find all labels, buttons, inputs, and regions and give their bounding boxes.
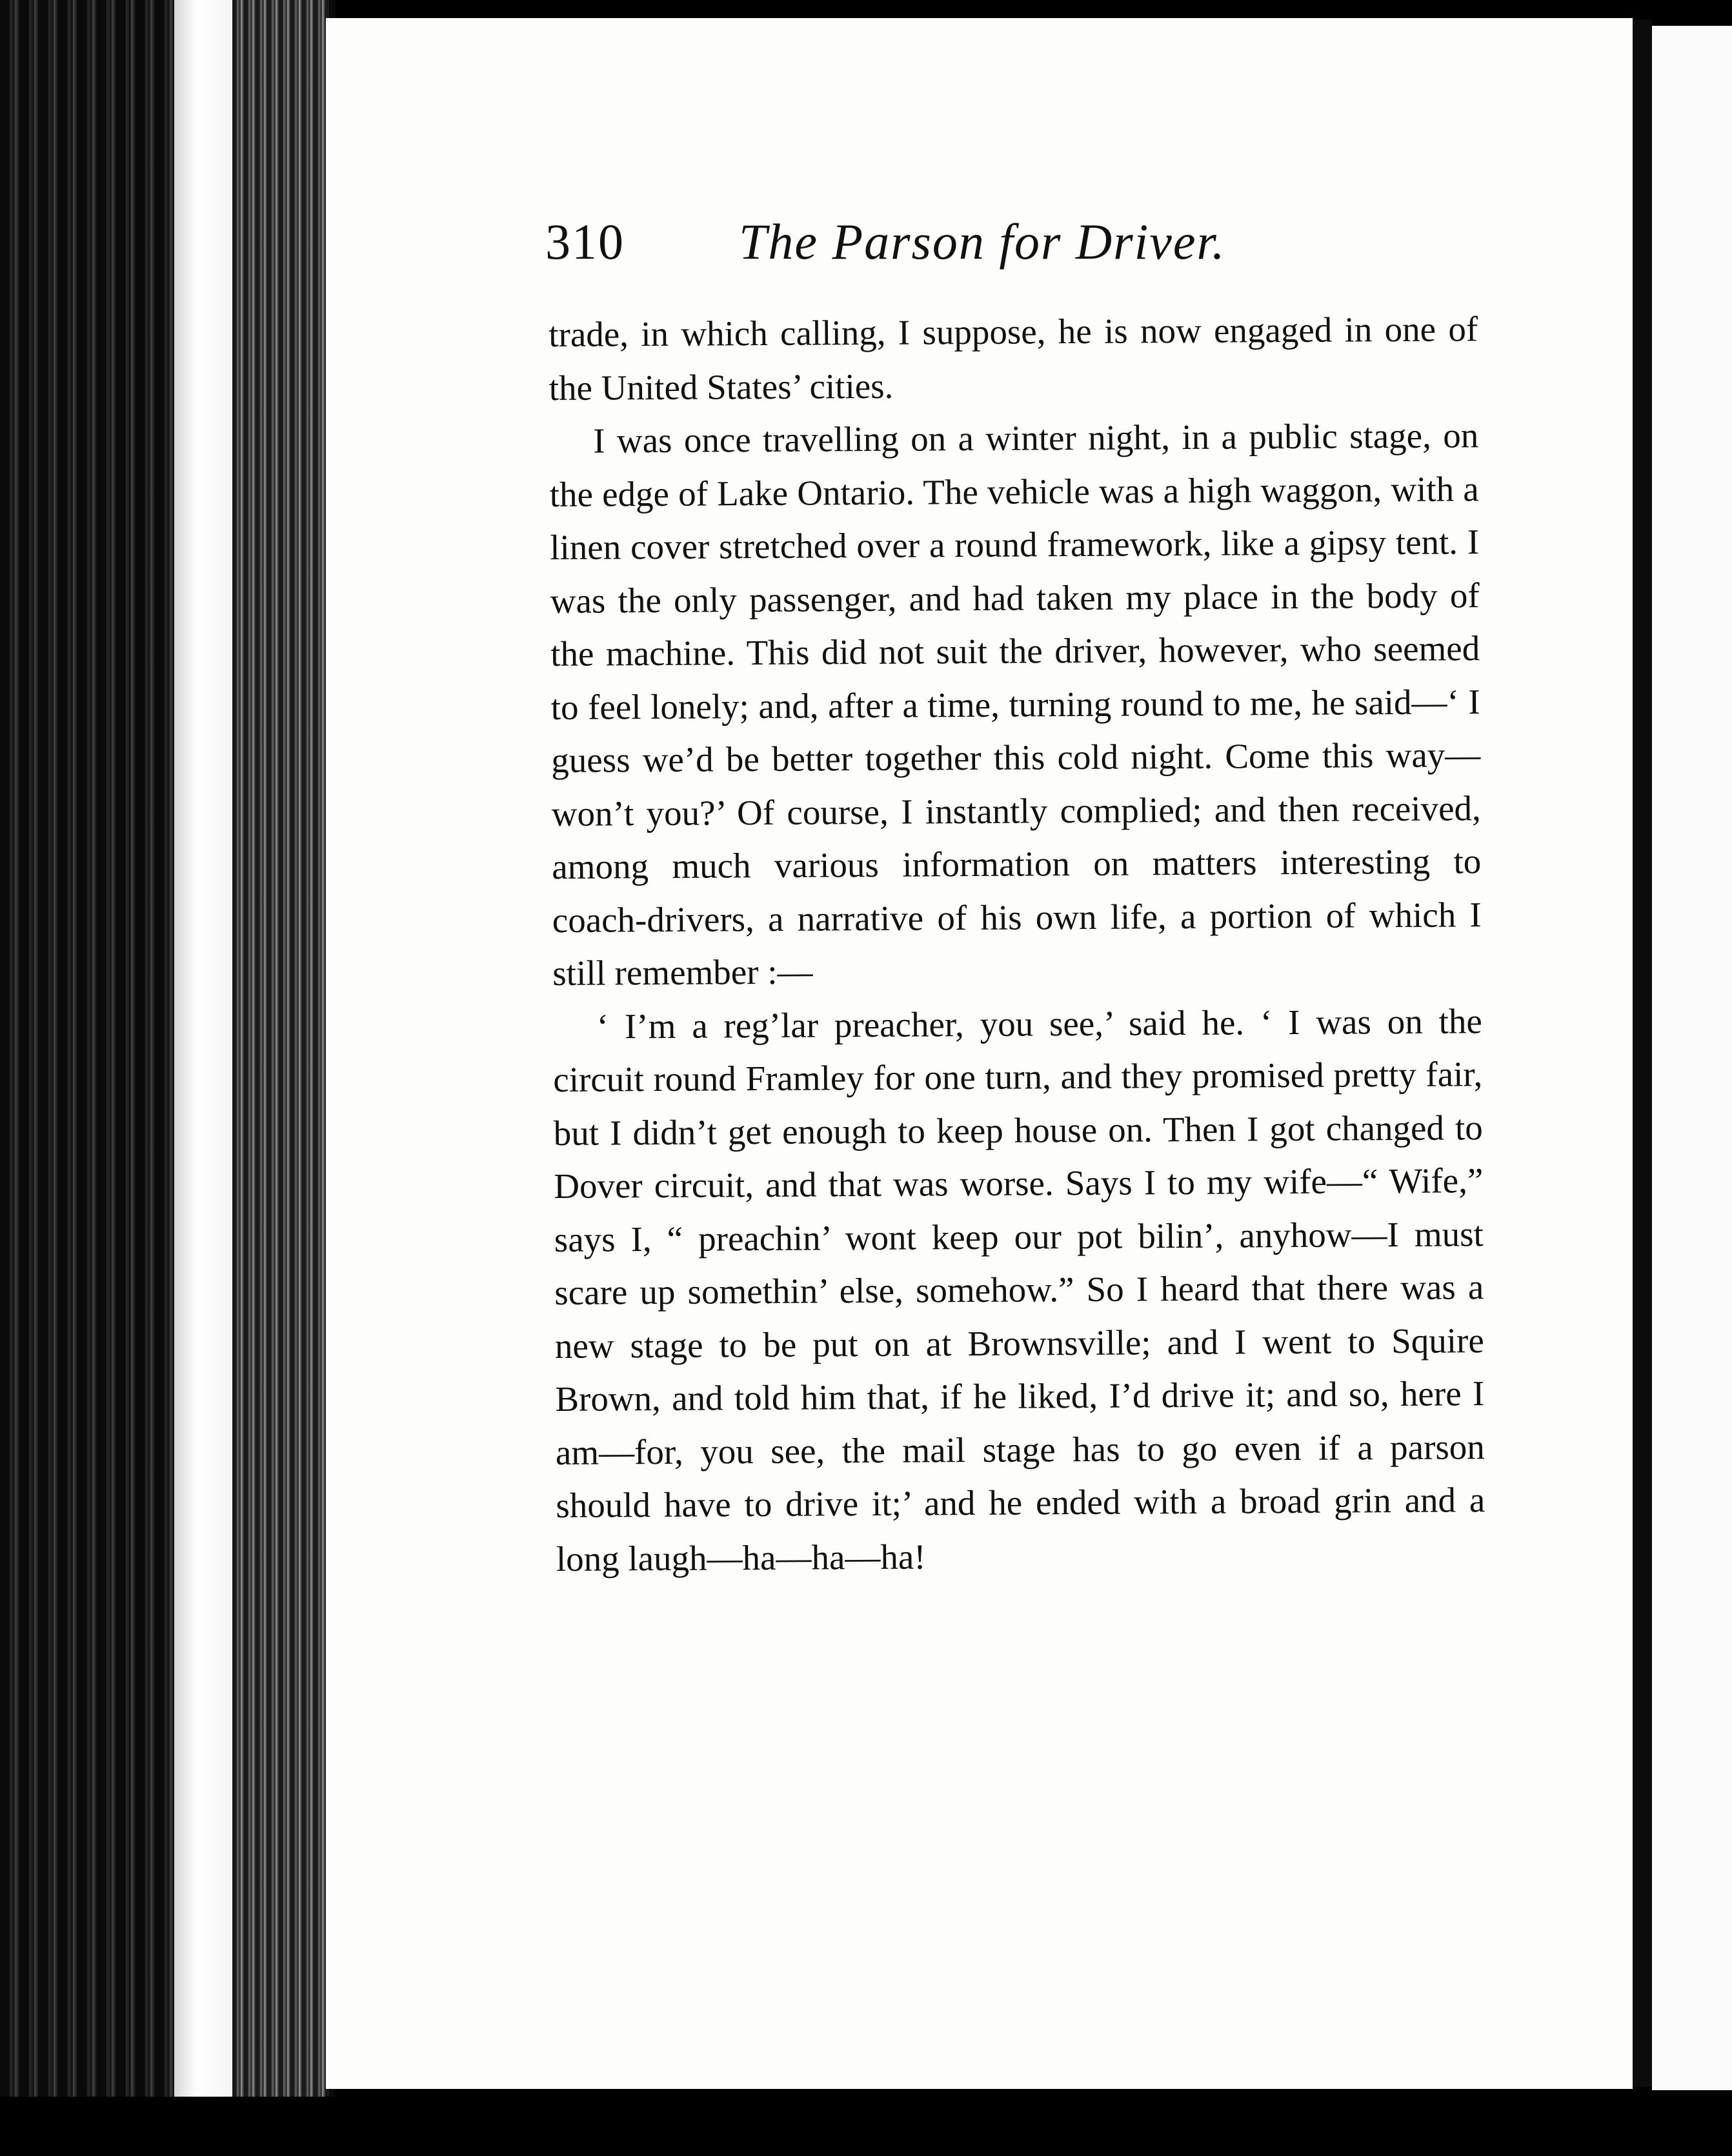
page-stack-edge xyxy=(232,0,329,2122)
paragraph-3: ‘ I’m a reg’lar preacher, you see,’ said he. ‘ I was on the circuit round Framley for one turn, and they promised pretty fair, but I didn’t get enough to keep house on. Then I got changed to Dover circuit, and that was worse. Says I to my wife—“ Wife,” says I, “ preachin’ wont keep our pot bilin’, anyhow—I must scare up somethin’ else, somehow.” So I heard that there was a new stage to be put on at Brownsville; and I went to Squire Brown, and told him that, if he liked, I’d drive it; and so, here I am—for, you see, the mail stage has to go even if a parson should have to drive it;’ and he ended with a broad grin and a long laugh—ha—ha—ha! xyxy=(553,1001,1485,1579)
gutter-shadow xyxy=(1633,19,1652,2087)
facing-page-edge xyxy=(1652,26,1732,2090)
page-edge-highlight xyxy=(174,0,232,2129)
paragraph-1: trade, in which calling, I suppose, he is now engaged in one of the United States’ cities. xyxy=(549,309,1478,408)
paragraph-2: I was once travelling on a winter night, in a public stage, on the edge of Lake Ontario. The vehicle was a high waggon, with a linen cover stretched over a round framework, like a gipsy tent. I was the only passenger, and had taken my place in the body of the machine. This did not suit the driver, however, who seemed to feel lonely; and, after a time, turning round to me, he said—‘ I guess we’d be better together this cold night. Come this way—won’t you?’ Of course, I instantly complied; and then received, among much various information on matters interesting to coach-drivers, a narrative of his own life, a portion of which I still remember :— xyxy=(549,415,1482,993)
page-number: 310 xyxy=(545,214,625,270)
scan-border xyxy=(0,2097,1732,2156)
body-text xyxy=(549,303,1485,1586)
running-head xyxy=(545,213,1513,290)
chapter-title: The Parson for Driver. xyxy=(739,214,1226,270)
